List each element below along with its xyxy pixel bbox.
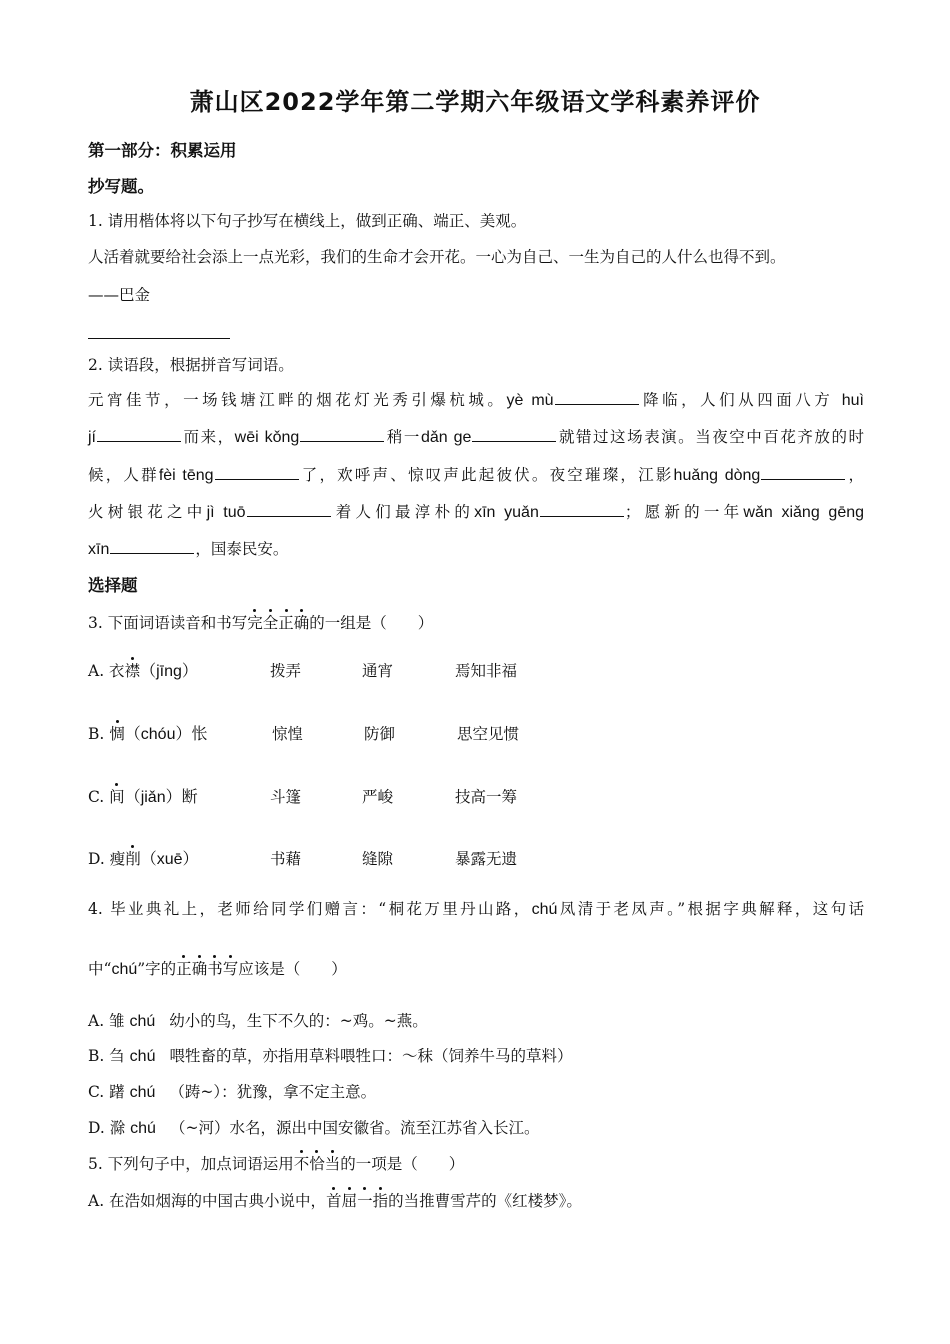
- answer-blank[interactable]: [300, 425, 384, 442]
- part1-heading: 第一部分：积累运用: [88, 141, 237, 160]
- q2-line-4: [88, 500, 864, 524]
- option-word: 书藉: [270, 850, 302, 868]
- pinyin: （xuē）: [140, 851, 199, 868]
- option-definition: 喂牲畜的草，亦指用草料喂牲口：～秣（饲养牛马的草料）: [169, 1047, 573, 1065]
- emphasis-dot-char: 襟: [124, 662, 141, 680]
- q2-text: 降临，人们从四面八方: [639, 391, 834, 409]
- pinyin: xīn: [88, 541, 110, 558]
- answer-blank[interactable]: [472, 425, 556, 442]
- q4-line-2: [88, 958, 347, 981]
- answer-blank[interactable]: [761, 463, 845, 480]
- pinyin: jí: [88, 429, 96, 446]
- option-word: 技高一筹: [455, 788, 518, 806]
- answer-blank[interactable]: [555, 388, 639, 405]
- q3-option[interactable]: [88, 848, 568, 871]
- q3-option[interactable]: [88, 723, 568, 746]
- pinyin: huì: [841, 392, 864, 409]
- q5-text: 的一项是（ ）: [340, 1155, 465, 1173]
- emphasis-dot-char: 削: [125, 850, 141, 868]
- emphasis-dot-char: 不: [293, 1155, 310, 1173]
- emphasis-dot-char: 惆: [109, 725, 125, 743]
- q5-prompt: [88, 1153, 464, 1175]
- q4-text: 中“: [88, 960, 112, 978]
- pinyin: yè mù: [506, 392, 554, 409]
- q4-option[interactable]: [88, 1081, 376, 1104]
- emphasis-dot-char: 完: [247, 614, 263, 632]
- q4-text: 凤清于老凤声。”根据字典解释，这句话: [557, 900, 864, 918]
- copy-heading: 抄写题。: [88, 177, 154, 196]
- option-word: 通宵: [362, 662, 394, 680]
- emphasis-dot-char: 恰: [309, 1155, 325, 1173]
- q1-answer-line[interactable]: [88, 338, 230, 339]
- emphasis-dot-char: 当: [324, 1155, 341, 1173]
- option-definition: 幼小的鸟，生下不久的：~鸡。~燕。: [169, 1012, 428, 1030]
- q5-dotted-words: [294, 1155, 341, 1173]
- q2-prompt: 2. 读语段，根据拼音写词语。: [88, 356, 294, 374]
- q1-prompt: 1. 请用楷体将以下句子抄写在横线上，做到正确、端正、美观。: [88, 212, 527, 230]
- q2-text: 火树银花之中: [88, 503, 207, 521]
- q2-line-5: [88, 537, 288, 561]
- option-definition: （~河）水名，源出中国安徽省。流至江苏省入长江。: [169, 1119, 540, 1137]
- pinyin: （chóu）怅: [124, 726, 208, 743]
- q5-option-a[interactable]: [88, 1190, 582, 1212]
- option-word: 焉知非福: [455, 662, 518, 680]
- q1-sentence: 人活着就要给社会添上一点光彩，我们的生命才会开花。一心为自己、一生为自己的人什么也得不到。: [88, 248, 786, 266]
- q3-prompt: [88, 612, 433, 634]
- q3-text: 3. 下面词语读音和书写: [88, 614, 248, 632]
- option-word: 防御: [364, 725, 396, 743]
- pinyin: chú: [129, 1084, 156, 1101]
- exam-title: 萧山区2022学年第二学期六年级语文学科素养评价: [189, 88, 761, 116]
- option-word: 斗篷: [270, 788, 302, 806]
- emphasis-dot-char: 屈: [341, 1192, 358, 1210]
- pinyin: jì tuō: [206, 504, 246, 521]
- answer-blank[interactable]: [97, 425, 181, 442]
- q4-text: 4. 毕业典礼上，老师给同学们赠言：“桐花万里丹山路，: [88, 900, 532, 918]
- emphasis-dot-char: 确: [191, 960, 208, 978]
- q5-text: 5. 下列句子中，加点词语运用: [88, 1155, 294, 1173]
- pinyin: wǎn xiǎng gēng: [743, 504, 865, 521]
- option-label: A. 雏: [88, 1012, 130, 1030]
- q2-line-2: [88, 425, 864, 449]
- q5a-dotted-words: [326, 1192, 388, 1210]
- q4-text: ”字的: [137, 960, 177, 978]
- emphasis-dot-char: 正: [176, 960, 192, 978]
- q2-text: 就错过这场表演。当夜空中百花齐放的时: [557, 428, 864, 446]
- option-word: 思空见惯: [457, 725, 520, 743]
- q3-option[interactable]: [88, 786, 568, 809]
- pinyin: chú: [129, 1048, 156, 1065]
- q4-option[interactable]: [88, 1117, 539, 1140]
- q2-text: 着人们最淳朴的: [331, 503, 475, 521]
- pinyin: chú: [130, 1120, 156, 1137]
- q2-text: ，国泰民安。: [195, 540, 289, 558]
- pinyin: chú: [111, 961, 138, 978]
- q4-option[interactable]: [88, 1010, 428, 1033]
- answer-blank[interactable]: [110, 537, 194, 554]
- option-label: B.: [88, 725, 110, 743]
- emphasis-dot-char: 正: [278, 614, 294, 632]
- q3-text: 的一组是（ ）: [309, 614, 434, 632]
- q4-text: 应该是（ ）: [238, 960, 347, 978]
- emphasis-dot-char: 间: [109, 788, 125, 806]
- emphasis-dot-char: 书: [207, 960, 223, 978]
- emphasis-dot-char: 全: [262, 614, 279, 632]
- pinyin: dǎn ge: [420, 429, 472, 446]
- answer-blank[interactable]: [215, 463, 299, 480]
- option-label: C.: [88, 788, 110, 806]
- option-word: 缝隙: [362, 850, 394, 868]
- q2-text: 元宵佳节，一场钱塘江畔的烟花灯光秀引爆杭城。: [88, 391, 507, 409]
- pinyin: （jīng）: [140, 663, 198, 680]
- pinyin: xīn yuǎn: [474, 504, 539, 521]
- q4-dotted-words: [176, 960, 238, 978]
- pinyin: chú: [129, 1013, 156, 1030]
- option-word: 暴露无遗: [455, 850, 518, 868]
- option-word: 拨弄: [270, 662, 302, 680]
- answer-blank[interactable]: [247, 500, 331, 517]
- q2-text: 了，欢呼声、惊叹声此起彼伏。夜空璀璨，江影: [299, 466, 674, 484]
- option-word: 严峻: [362, 788, 394, 806]
- q2-text: ，: [846, 466, 865, 484]
- option-label: A. 衣: [88, 662, 125, 680]
- answer-blank[interactable]: [540, 500, 624, 517]
- pinyin: （jiǎn）断: [124, 789, 198, 806]
- q4-option[interactable]: [88, 1045, 572, 1068]
- q2-text: 而来，: [182, 428, 235, 446]
- option-label: D. 滁: [88, 1119, 131, 1137]
- emphasis-dot-char: 首: [326, 1192, 342, 1210]
- q1-author: ——巴金: [88, 286, 151, 304]
- q3-option[interactable]: [88, 660, 568, 683]
- q2-text: 候，人群: [88, 466, 159, 484]
- emphasis-dot-char: 确: [293, 614, 310, 632]
- q2-line-1: [88, 388, 864, 412]
- option-label: B. 刍: [88, 1047, 130, 1065]
- q2-text: 稍一: [385, 428, 421, 446]
- option-label: C. 躇: [88, 1083, 130, 1101]
- pinyin: wēi kǒng: [234, 429, 300, 446]
- pinyin: fèi tēng: [158, 467, 214, 484]
- option-definition: （踌~）：犹豫，拿不定主意。: [169, 1083, 377, 1101]
- pinyin: huǎng dòng: [673, 467, 761, 484]
- q5-text: 的当推曹雪芹的《红楼梦》。: [388, 1192, 582, 1210]
- emphasis-dot-char: 指: [372, 1192, 389, 1210]
- pinyin: chú: [531, 901, 558, 918]
- choice-heading: 选择题: [88, 576, 138, 595]
- q5-text: A. 在浩如烟海的中国古典小说中，: [88, 1192, 327, 1210]
- q4-line-1: [88, 898, 864, 921]
- q2-line-3: [88, 463, 864, 487]
- option-word: 惊惶: [272, 725, 304, 743]
- emphasis-dot-char: 写: [222, 960, 239, 978]
- q2-text: ；愿新的一年: [624, 503, 744, 521]
- q3-dotted-words: [247, 614, 309, 632]
- emphasis-dot-char: 一: [357, 1192, 373, 1210]
- option-label: D. 瘦: [88, 850, 126, 868]
